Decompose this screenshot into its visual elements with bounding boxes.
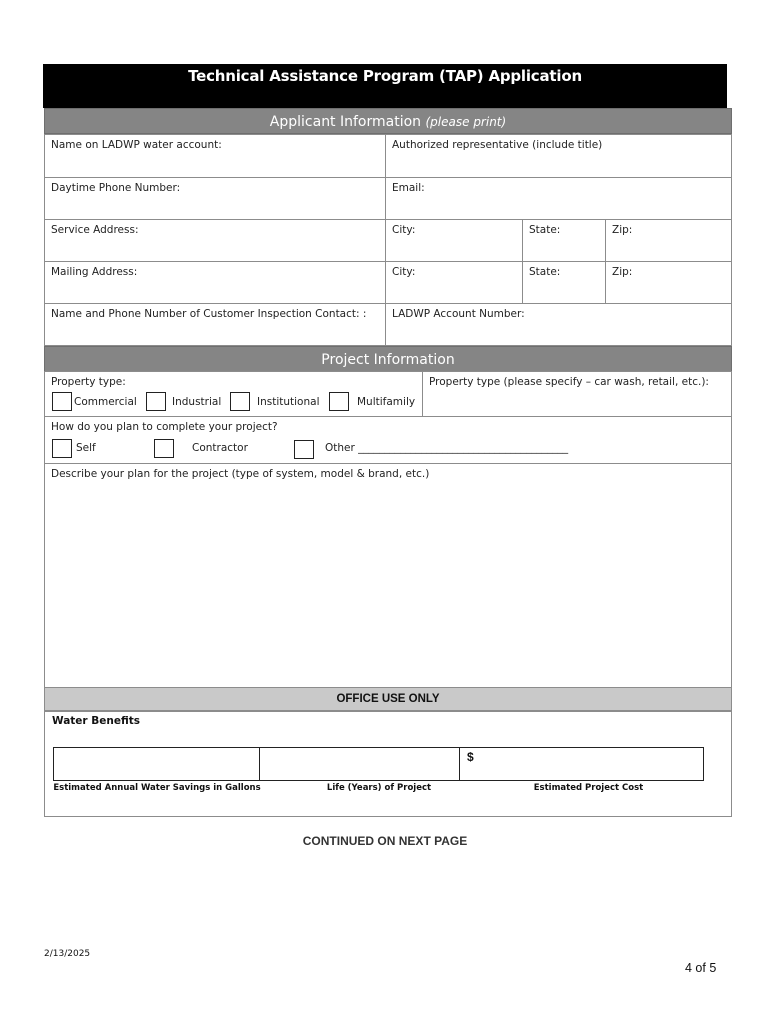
water-savings-caption: Estimated Annual Water Savings in Gallons xyxy=(53,783,261,793)
daytime-phone-field[interactable] xyxy=(44,177,386,220)
mailing-city-field[interactable] xyxy=(385,261,523,304)
service-state-field[interactable] xyxy=(522,219,606,262)
email-field[interactable] xyxy=(385,177,732,220)
name-on-account-label: Name on LADWP water account: xyxy=(51,139,222,151)
page-number: 4 of 5 xyxy=(685,961,717,975)
industrial-label: Industrial xyxy=(172,396,222,408)
revision-date: 2/13/2025 xyxy=(44,949,91,959)
account-number-label: LADWP Account Number: xyxy=(392,308,525,320)
multifamily-checkbox[interactable] xyxy=(329,392,349,411)
office-use-heading: OFFICE USE ONLY xyxy=(44,687,732,711)
service-city-field[interactable] xyxy=(385,219,523,262)
project-life-caption: Life (Years) of Project xyxy=(326,783,432,793)
service-address-field[interactable] xyxy=(44,219,386,262)
institutional-label: Institutional xyxy=(257,396,320,408)
title-bar xyxy=(43,64,727,108)
completion-method-label: How do you plan to complete your project? xyxy=(51,421,278,433)
mailing-city-label: City: xyxy=(392,266,416,278)
self-checkbox[interactable] xyxy=(52,439,72,458)
project-description-label: Describe your plan for the project (type of system, model & brand, etc.) xyxy=(51,468,430,480)
service-zip-field[interactable] xyxy=(605,219,732,262)
mailing-zip-label: Zip: xyxy=(612,266,633,278)
mailing-state-label: State: xyxy=(529,266,561,278)
completion-method-cell xyxy=(44,416,732,464)
form-title: Technical Assistance Program (TAP) Application xyxy=(188,67,582,85)
property-specify-field[interactable] xyxy=(422,371,732,417)
service-city-label: City: xyxy=(392,224,416,236)
daytime-phone-label: Daytime Phone Number: xyxy=(51,182,181,194)
project-life-input[interactable] xyxy=(259,747,461,781)
mailing-zip-field[interactable] xyxy=(605,261,732,304)
multifamily-label: Multifamily xyxy=(357,396,416,408)
service-state-label: State: xyxy=(529,224,561,236)
project-cost-input[interactable] xyxy=(459,747,704,781)
water-benefits-label: Water Benefits xyxy=(52,715,141,727)
project-description-field[interactable] xyxy=(44,463,732,688)
property-type-label: Property type: xyxy=(51,376,126,388)
water-savings-input[interactable] xyxy=(53,747,261,781)
other-checkbox[interactable] xyxy=(294,440,314,459)
industrial-checkbox[interactable] xyxy=(146,392,166,411)
institutional-checkbox[interactable] xyxy=(230,392,250,411)
applicant-heading-note: (please print) xyxy=(425,115,507,129)
commercial-label: Commercial xyxy=(74,396,137,408)
project-cost-caption: Estimated Project Cost xyxy=(533,783,644,793)
service-zip-label: Zip: xyxy=(612,224,633,236)
name-on-account-field[interactable] xyxy=(44,134,386,178)
mailing-state-field[interactable] xyxy=(522,261,606,304)
project-section-heading xyxy=(44,346,732,372)
mailing-address-label: Mailing Address: xyxy=(51,266,138,278)
project-heading-text: Project Information xyxy=(321,352,455,368)
property-specify-label: Property type (please specify – car wash, retail, etc.): xyxy=(429,376,709,388)
service-address-label: Service Address: xyxy=(51,224,139,236)
authorized-rep-label: Authorized representative (include title) xyxy=(392,139,603,151)
commercial-checkbox[interactable] xyxy=(52,392,72,411)
contractor-checkbox[interactable] xyxy=(154,439,174,458)
applicant-heading-text: Applicant Information xyxy=(269,114,422,130)
authorized-rep-field[interactable] xyxy=(385,134,732,178)
applicant-section-heading xyxy=(44,108,732,134)
continued-notice: CONTINUED ON NEXT PAGE xyxy=(302,834,468,848)
inspection-contact-label: Name and Phone Number of Customer Inspection Contact: : xyxy=(51,308,367,320)
self-label: Self xyxy=(76,442,96,454)
account-number-field[interactable] xyxy=(385,303,732,346)
inspection-contact-field[interactable] xyxy=(44,303,386,346)
mailing-address-field[interactable] xyxy=(44,261,386,304)
email-label: Email: xyxy=(392,182,425,194)
other-label[interactable]: Other ________________________________________ xyxy=(325,442,569,454)
currency-symbol: $ xyxy=(467,750,474,764)
contractor-label: Contractor xyxy=(192,442,248,454)
